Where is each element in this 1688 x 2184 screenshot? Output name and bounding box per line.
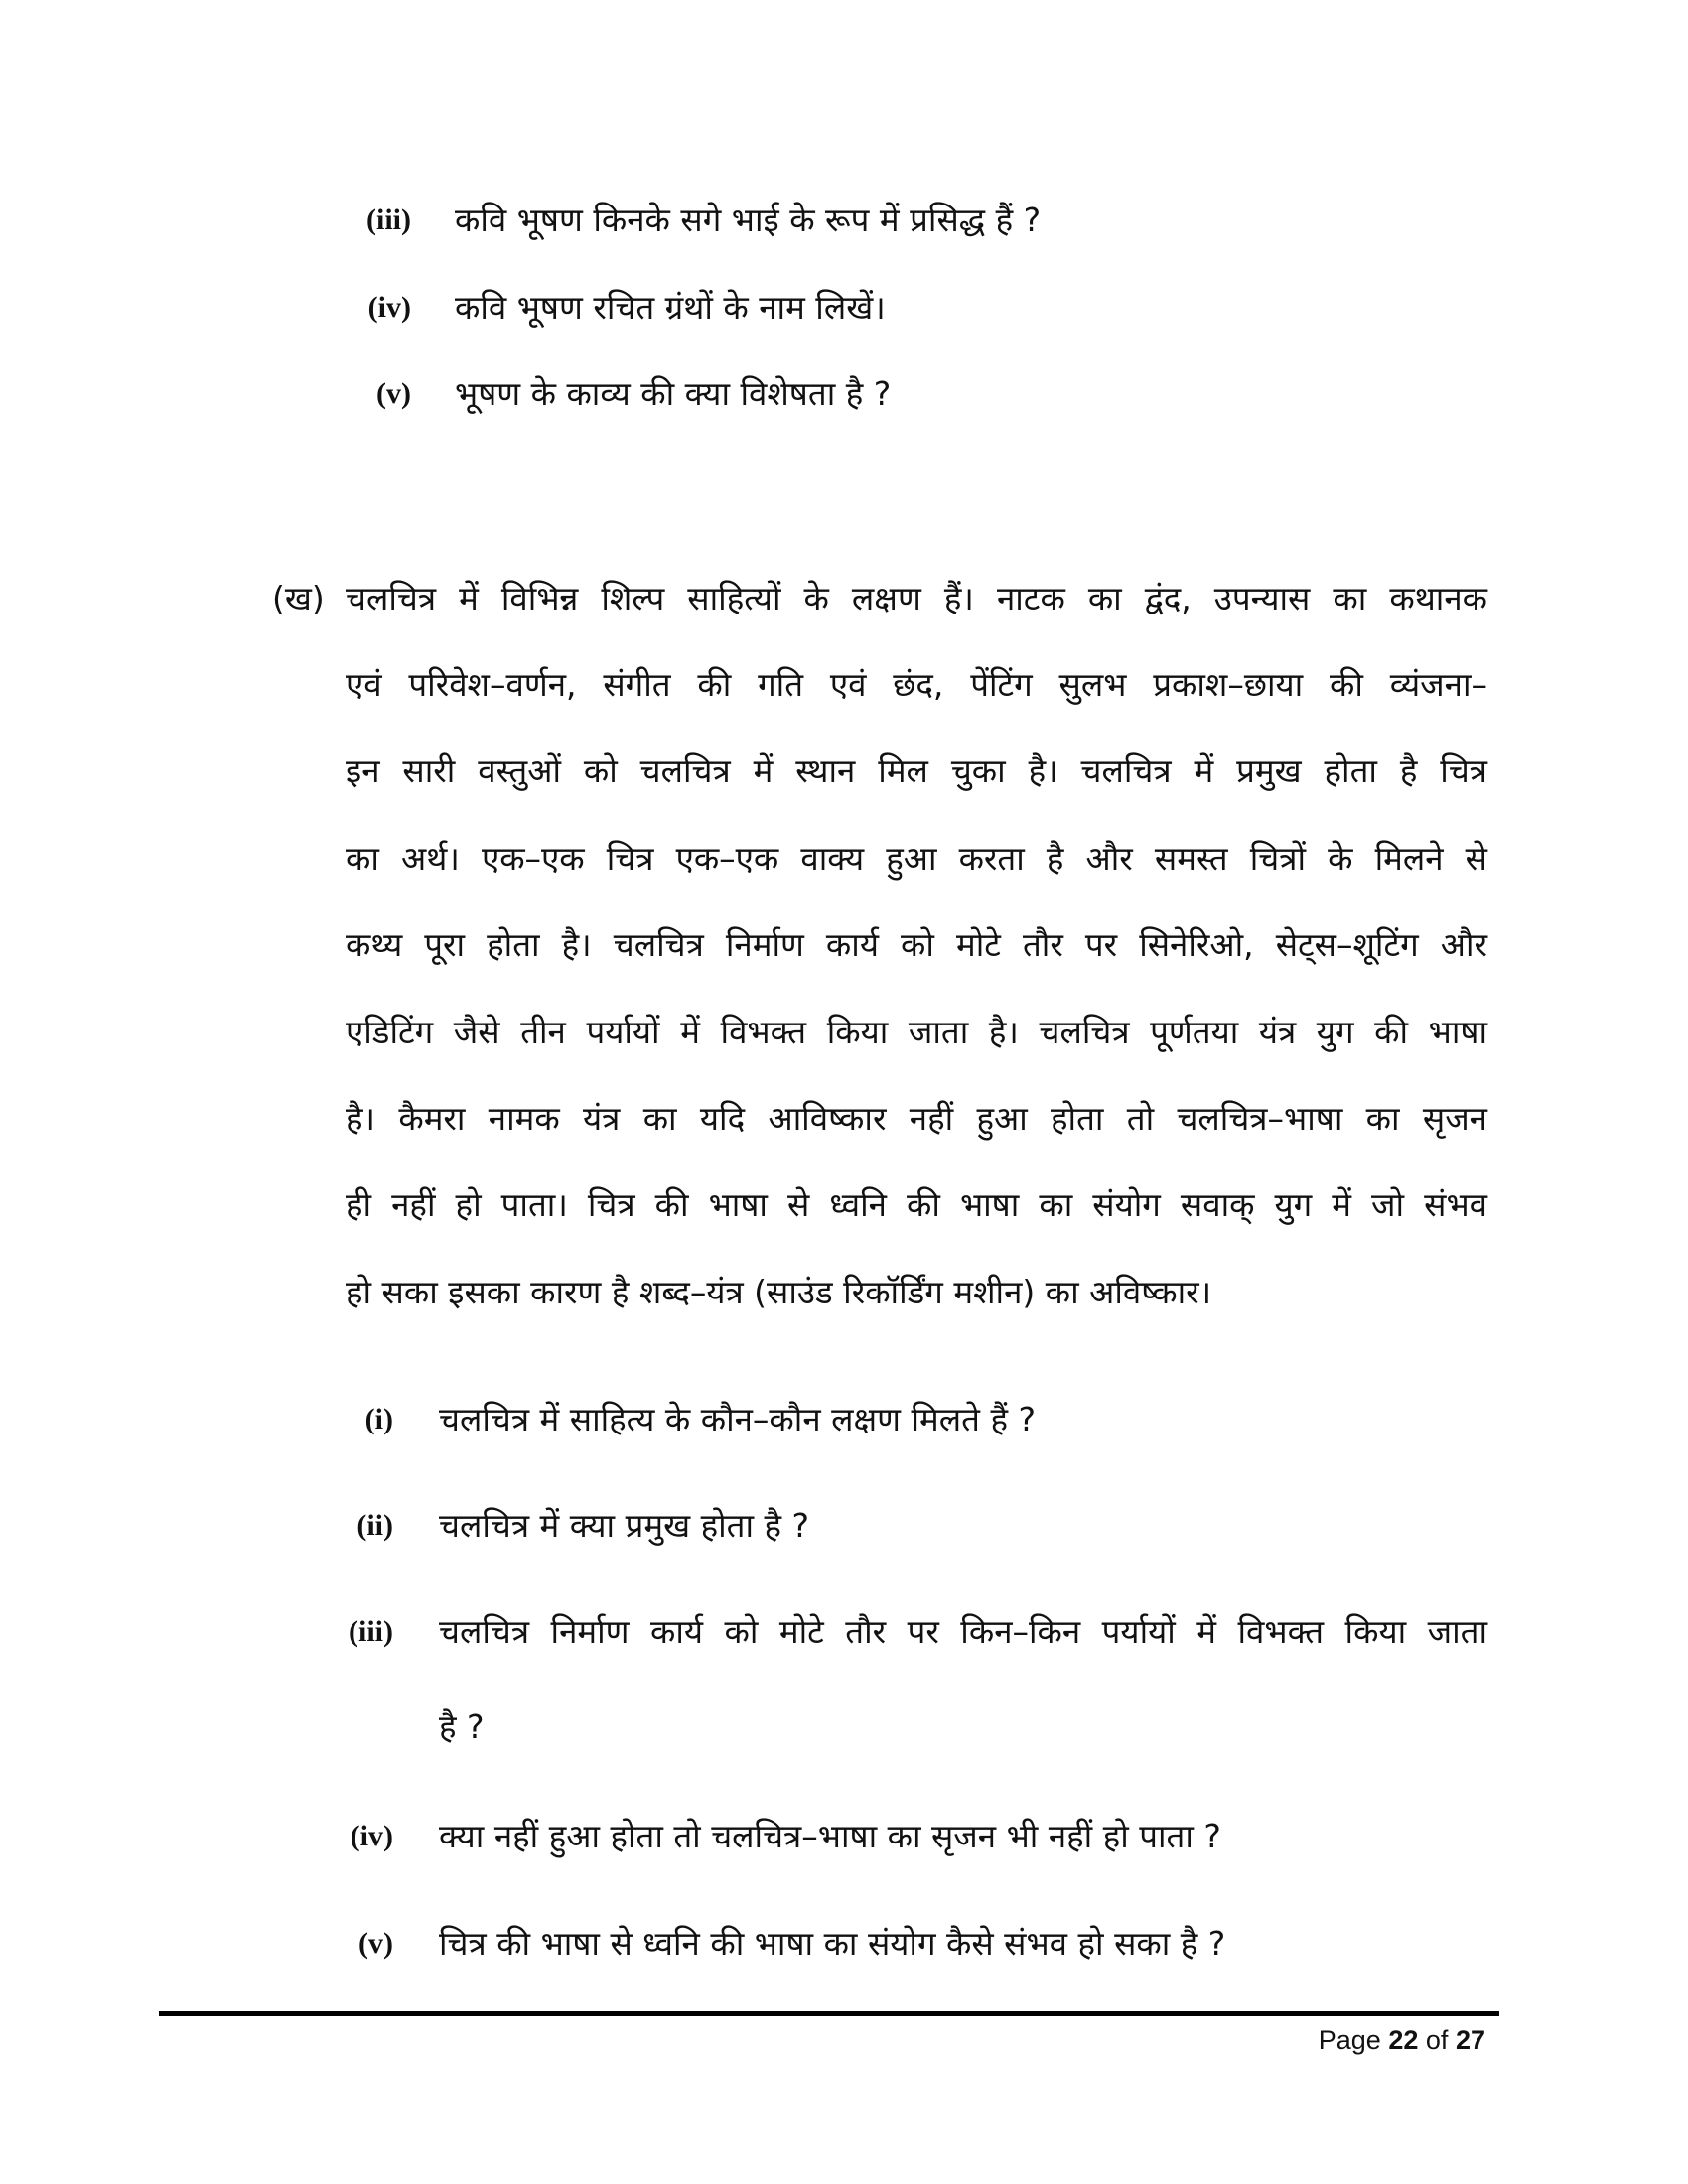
question-text: चित्र की भाषा से ध्वनि की भाषा का संयोग कैसे संभव हो सका है ? — [439, 1924, 1226, 1963]
question-number: (iii) — [349, 1615, 393, 1648]
passage-line: कथ्य पूरा होता है। चलचित्र निर्माण कार्य को मोटे तौर पर सिनेरिओ, सेट्स–शूटिंग और — [346, 925, 1487, 964]
question-number: (iv) — [367, 291, 411, 324]
passage-line: हो सका इसका कारण है शब्द–यंत्र (साउंड रिकॉर्डिंग मशीन) का अविष्कार। — [346, 1273, 1212, 1311]
question-number: (v) — [376, 377, 411, 410]
question-text: कवि भूषण किनके सगे भाई के रूप में प्रसिद्ध हैं ? — [455, 201, 1042, 239]
question-text-continuation: है ? — [439, 1707, 485, 1746]
passage-line: एडिटिंग जैसे तीन पर्यायों में विभक्त किया जाता है। चलचित्र पूर्णतया यंत्र युग की भाषा — [346, 1013, 1487, 1051]
current-page: 22 — [1388, 2025, 1419, 2055]
question-number: (iv) — [350, 1820, 393, 1852]
question-text: कवि भूषण रचित ग्रंथों के नाम लिखें। — [455, 288, 886, 327]
question-number: (iii) — [366, 204, 411, 236]
question-text: क्या नहीं हुआ होता तो चलचित्र–भाषा का सृजन भी नहीं हो पाता ? — [439, 1817, 1221, 1855]
section-label: (ख) — [272, 579, 325, 617]
passage-line: है। कैमरा नामक यंत्र का यदि आविष्कार नहीं हुआ होता तो चलचित्र–भाषा का सृजन — [346, 1099, 1487, 1138]
footer-divider — [159, 2011, 1499, 2016]
question-number: (ii) — [356, 1509, 393, 1542]
total-pages: 27 — [1455, 2025, 1485, 2055]
question-text: चलचित्र निर्माण कार्य को मोटे तौर पर किन–किन पर्यायों में विभक्त किया जाता — [439, 1612, 1487, 1651]
page-number — [1319, 2022, 1485, 2058]
of-label: of — [1425, 2025, 1449, 2055]
passage-line: चलचित्र में विभिन्न शिल्प साहित्यों के लक्षण हैं। नाटक का द्वंद, उपन्यास का कथानक — [346, 579, 1487, 617]
question-text: भूषण के काव्य की क्या विशेषता है ? — [455, 374, 892, 413]
passage-line: ही नहीं हो पाता। चित्र की भाषा से ध्वनि की भाषा का संयोग सवाक् युग में जो संभव — [346, 1185, 1487, 1224]
passage-line: इन सारी वस्तुओं को चलचित्र में स्थान मिल चुका है। चलचित्र में प्रमुख होता है चित्र — [346, 751, 1487, 790]
question-text: चलचित्र में क्या प्रमुख होता है ? — [439, 1506, 810, 1545]
page-prefix: Page — [1318, 2025, 1381, 2055]
question-text: चलचित्र में साहित्य के कौन–कौन लक्षण मिलते हैं ? — [439, 1400, 1036, 1438]
passage-line: एवं परिवेश–वर्णन, संगीत की गति एवं छंद, पेंटिंग सुलभ प्रकाश–छाया की व्यंजना– — [346, 665, 1487, 704]
question-number: (i) — [364, 1403, 393, 1435]
question-number: (v) — [358, 1927, 393, 1960]
passage-line: का अर्थ। एक–एक चित्र एक–एक वाक्य हुआ करता है और समस्त चित्रों के मिलने से — [346, 839, 1487, 878]
